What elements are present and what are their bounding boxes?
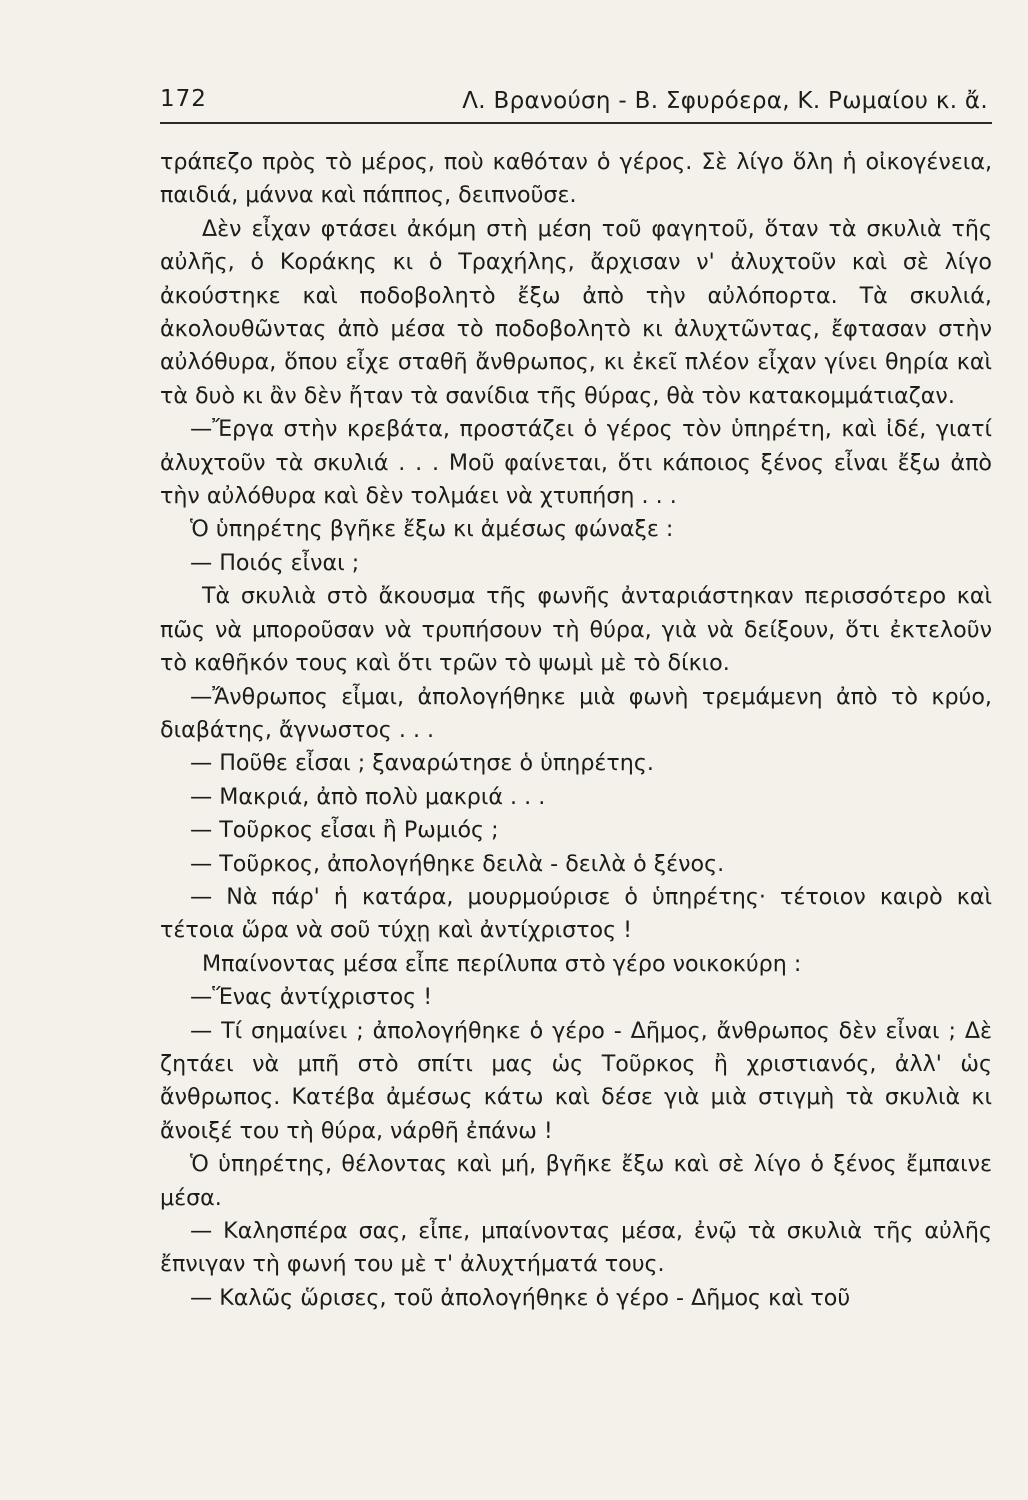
paragraph: Ὁ ὑπηρέτης βγῆκε ἔξω κι ἀμέσως φώναξε : — [190, 516, 674, 543]
dialogue-line: — Τοῦρκος εἶσαι ἢ Ρωμιός ; — [190, 817, 499, 844]
dialogue-line: — Τί σημαίνει ; ἀπολογήθηκε ὁ γέρο - Δῆμος, ἄνθρωπος δὲν εἶναι ; Δὲ ζητάει νὰ μπῆ στὸ σπίτι μας ὡς Τοῦρκος ἢ χριστιανός, ἀλλ' ὡς ἄνθρωπος. Κατέβα ἀμέσως κάτω καὶ δέσε γιὰ μιὰ στιγμὴ τὰ σκυλιὰ κι ἄνοιξέ του τὴ θύρα, νάρθῆ ἐπάνω ! — [160, 1017, 992, 1144]
dialogue-line: —Ἕνας ἀντίχριστος ! — [190, 984, 433, 1011]
page-header — [160, 86, 992, 122]
paragraph: τράπεζο πρὸς τὸ μέρος, ποὺ καθόταν ὁ γέρος. Σὲ λίγο ὅλη ἡ οἰκογένεια, παιδιά, μάννα καὶ πάππος, δειπνοῦσε. — [160, 149, 992, 209]
dialogue-line: —Ἔργα στὴν κρεβάτα, προστάζει ὁ γέρος τὸν ὑπηρέτη, καὶ ἰδέ, γιατί ἀλυχτοῦν τὰ σκυλιά . . . Μοῦ φαίνεται, ὅτι κάποιος ξένος εἶναι ἔξω ἀπὸ τὴν αὐλόθυρα καὶ δὲν τολμάει νὰ χτυπήση . . . — [160, 416, 992, 510]
page-number: 172 — [160, 86, 207, 112]
body-text — [160, 146, 992, 1315]
book-page — [160, 0, 992, 1500]
dialogue-line: —Ἄνθρωπος εἶμαι, ἀπολογήθηκε μιὰ φωνὴ τρεμάμενη ἀπὸ τὸ κρύο, διαβάτης, ἄγνωστος . . . — [160, 683, 992, 743]
dialogue-line: — Καλῶς ὥρισες, τοῦ ἀπολογήθηκε ὁ γέρο - Δῆμος καὶ τοῦ — [190, 1284, 851, 1311]
dialogue-line: — Νὰ πάρ' ἡ κατάρα, μουρμούρισε ὁ ὑπηρέτης· τέτοιον καιρὸ καὶ τέτοια ὥρα νὰ σοῦ τύχῃ καὶ ἀντίχριστος ! — [160, 883, 992, 944]
running-head: Λ. Βρανούση - Β. Σφυρόερα, Κ. Ρωμαίου κ. ἄ. — [462, 88, 988, 114]
dialogue-line: — Καλησπέρα σας, εἶπε, μπαίνοντας μέσα, ἐνῷ τὰ σκυλιὰ τῆς αὐλῆς ἔπνιγαν τὴ φωνή του μὲ τ' ἀλυχτήματά τους. — [160, 1218, 992, 1278]
dialogue-line: — Τοῦρκος, ἀπολογήθηκε δειλὰ - δειλὰ ὁ ξένος. — [190, 850, 725, 877]
paragraph: Τὰ σκυλιὰ στὸ ἄκουσμα τῆς φωνῆς ἀνταριάστηκαν περισσότερο καὶ πῶς νὰ μποροῦσαν νὰ τρυπήσουν τὴ θύρα, γιὰ νὰ δείξουν, ὅτι ἐκτελοῦν τὸ καθῆκόν τους καὶ ὅτι τρῶν τὸ ψωμὶ μὲ τὸ δίκιο. — [160, 583, 992, 677]
header-rule — [160, 122, 992, 124]
paragraph: Ὁ ὑπηρέτης, θέλοντας καὶ μή, βγῆκε ἔξω καὶ σὲ λίγο ὁ ξένος ἔμπαινε μέσα. — [160, 1151, 992, 1211]
dialogue-line: — Ποιός εἶναι ; — [190, 549, 360, 576]
dialogue-line: — Μακριά, ἀπὸ πολὺ μακριά . . . — [190, 783, 546, 810]
paragraph: Δὲν εἶχαν φτάσει ἀκόμη στὴ μέση τοῦ φαγητοῦ, ὅταν τὰ σκυλιὰ τῆς αὐλῆς, ὁ Κοράκης κι ὁ Τραχήλης, ἄρχισαν ν' ἀλυχτοῦν καὶ σὲ λίγο ἀκούστηκε καὶ ποδοβολητὸ ἔξω ἀπὸ τὴν αὐλόπορτα. Τὰ σκυλιά, ἀκολουθῶντας ἀπὸ μέσα τὸ ποδοβολητὸ κι ἀλυχτῶντας, ἔφτασαν στὴν αὐλόθυρα, ὅπου εἶχε σταθῆ ἄνθρωπος, κι ἐκεῖ πλέον εἶχαν γίνει θηρία καὶ τὰ δυὸ κι ἂν δὲν ἤταν τὰ σανίδια τῆς θύρας, θὰ τὸν κατακομμάτιαζαν. — [160, 215, 992, 409]
paragraph: Μπαίνοντας μέσα εἶπε περίλυπα στὸ γέρο νοικοκύρη : — [202, 950, 802, 977]
dialogue-line: — Ποῦθε εἶσαι ; ξαναρώτησε ὁ ὑπηρέτης. — [190, 750, 654, 777]
